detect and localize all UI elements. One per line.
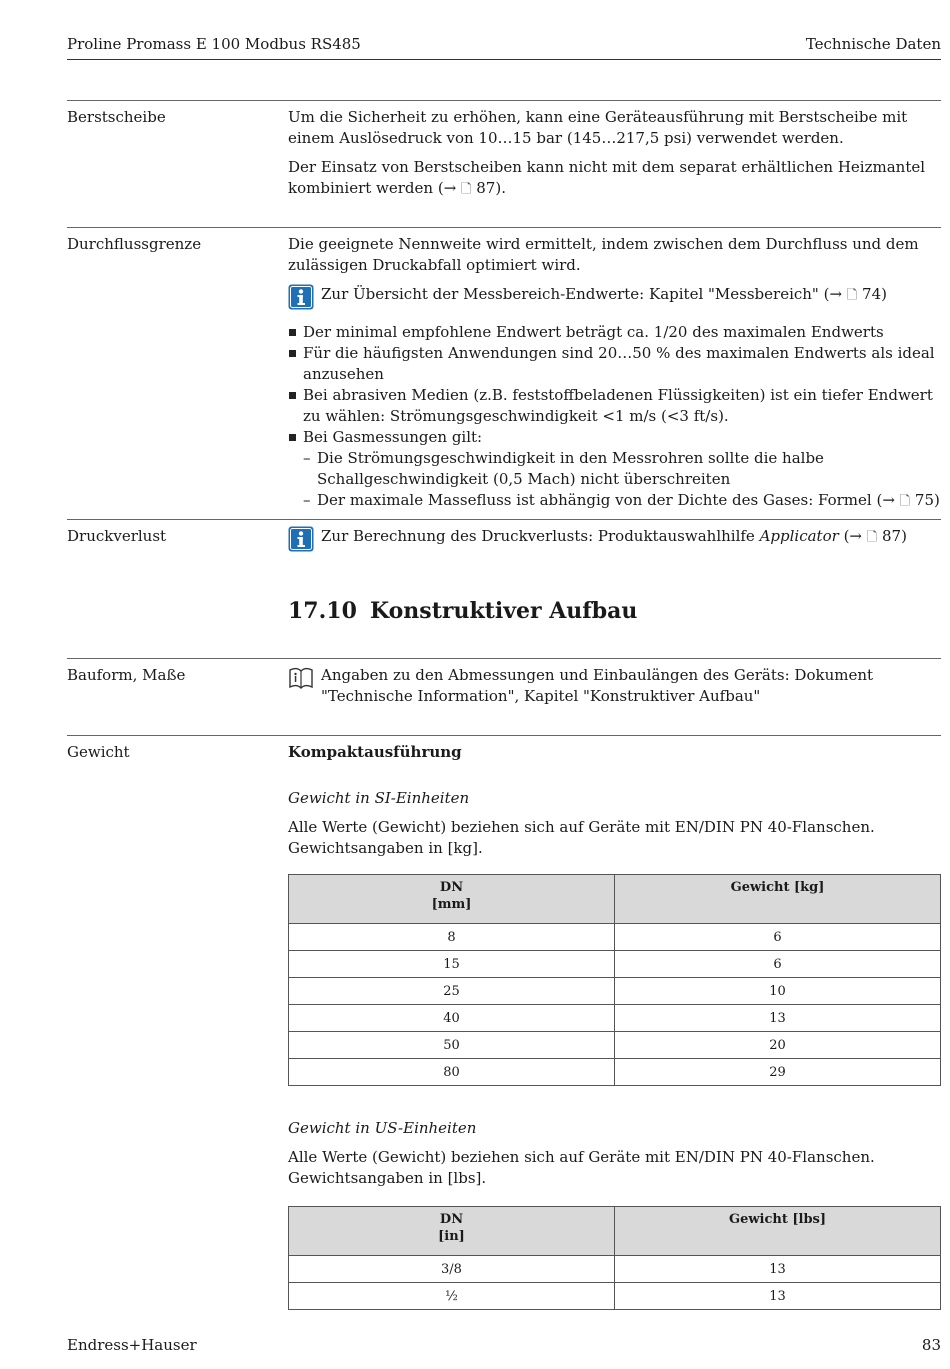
table-row: 50 20 bbox=[289, 1032, 941, 1059]
section-durchflussgrenze bbox=[67, 227, 941, 509]
section-number: 17.10 bbox=[288, 598, 357, 624]
header-product: Proline Promass E 100 Modbus RS485 bbox=[67, 35, 361, 53]
label-gewicht: Gewicht bbox=[67, 743, 130, 761]
column-header-dn: DN [mm] bbox=[289, 875, 615, 924]
page-link-74[interactable]: 74 bbox=[862, 285, 882, 303]
body-druckverlust bbox=[288, 526, 941, 552]
subheading-kompakt: Kompaktausführung bbox=[288, 743, 462, 761]
body-durchflussgrenze bbox=[288, 234, 941, 512]
page-header bbox=[67, 32, 941, 60]
body-bauform bbox=[288, 665, 941, 707]
list-item: – Die Strömungsgeschwindigkeit in den Messrohren sollte die halbe Schallgeschwindigkeit (0,5 Mach) nicht überschreiten bbox=[303, 448, 941, 490]
section-berstscheibe bbox=[67, 100, 941, 197]
info-note-messbereich: Zur Übersicht der Messbereich-Endwerte: Kapitel "Messbereich" (→ 🗋 74) bbox=[288, 284, 941, 310]
section-bauform bbox=[67, 658, 941, 705]
document-icon: 🗋 bbox=[866, 530, 878, 545]
body-berstscheibe bbox=[288, 107, 941, 208]
table-row: 25 10 bbox=[289, 978, 941, 1005]
table-row: 80 29 bbox=[289, 1059, 941, 1086]
book-icon bbox=[288, 665, 314, 691]
column-header-weight: Gewicht [kg] bbox=[615, 875, 941, 924]
section-heading bbox=[288, 596, 637, 626]
table-header-row bbox=[289, 1207, 941, 1256]
bullet-list bbox=[288, 322, 941, 512]
list-item: Bei abrasiven Medien (z.B. feststoffbeladenen Flüssigkeiten) ist ein tiefer Endwert zu wählen: Strömungsgeschwindigkeit <1 m/s (<3 ft/s). bbox=[288, 385, 941, 427]
dash-list bbox=[303, 448, 941, 512]
document-icon: 🗋 bbox=[899, 494, 911, 509]
document-icon: 🗋 bbox=[461, 182, 472, 197]
info-icon bbox=[288, 526, 314, 552]
list-item: Für die häufigsten Anwendungen sind 20…50 % des maximalen Endwerts als ideal anzusehen bbox=[288, 343, 941, 385]
section-druckverlust bbox=[67, 519, 941, 545]
page-link-87[interactable]: 87 bbox=[882, 527, 902, 545]
info-icon bbox=[288, 284, 314, 310]
table-header-row bbox=[289, 875, 941, 924]
info-note-applicator: Zur Berechnung des Druckverlusts: Produktauswahlhilfe Applicator (→ 🗋 87) bbox=[288, 526, 941, 552]
table-row: 8 6 bbox=[289, 924, 941, 951]
list-item: Bei Gasmessungen gilt: – Die Strömungsgeschwindigkeit in den Messrohren sollte die halbe Schallgeschwindigkeit (0,5 Mach) nicht überschreiten – Der maximale Massefluss ist abhängig von der Dichte des Gases: Formel (→ 🗋 75) bbox=[288, 427, 941, 512]
table-row: 40 13 bbox=[289, 1005, 941, 1032]
table-row: 3/8 13 bbox=[289, 1256, 941, 1283]
list-item: – Der maximale Massefluss ist abhängig von der Dichte des Gases: Formel (→ 🗋 75) bbox=[303, 490, 941, 512]
weight-table-si bbox=[288, 874, 941, 1086]
durchflussgrenze-p1: Die geeignete Nennweite wird ermittelt, indem zwischen dem Durchfluss und dem zulässigen Druckabfall optimiert wird. bbox=[288, 235, 919, 274]
footer-company: Endress+Hauser bbox=[67, 1336, 197, 1354]
header-chapter: Technische Daten bbox=[805, 35, 941, 53]
berstscheibe-p2: Der Einsatz von Berstscheiben kann nicht mit dem separat erhältlichen Heizmantel kombiniert werden (→ 🗋 87). bbox=[288, 158, 926, 197]
si-text: Alle Werte (Gewicht) beziehen sich auf Geräte mit EN/DIN PN 40-Flanschen. Gewichtsangaben in [kg]. bbox=[288, 818, 875, 857]
weight-table-us bbox=[288, 1206, 941, 1310]
label-druckverlust: Druckverlust bbox=[67, 527, 167, 545]
page-link-75[interactable]: 75 bbox=[914, 491, 934, 509]
column-header-dn: DN [in] bbox=[289, 1207, 615, 1256]
us-title: Gewicht in US-Einheiten bbox=[288, 1119, 477, 1137]
label-durchflussgrenze: Durchflussgrenze bbox=[67, 235, 202, 253]
book-note: Angaben zu den Abmessungen und Einbaulängen des Geräts: Dokument "Technische Information", Kapitel "Konstruktiver Aufbau" bbox=[288, 665, 941, 707]
section-gewicht bbox=[67, 735, 941, 857]
label-bauform: Bauform, Maße bbox=[67, 666, 186, 684]
column-header-weight: Gewicht [lbs] bbox=[615, 1207, 941, 1256]
page-number: 83 bbox=[921, 1336, 941, 1354]
body-gewicht bbox=[288, 742, 941, 859]
table-row: ½ 13 bbox=[289, 1283, 941, 1310]
si-title: Gewicht in SI-Einheiten bbox=[288, 789, 470, 807]
us-block bbox=[288, 1118, 941, 1189]
berstscheibe-p1: Um die Sicherheit zu erhöhen, kann eine Geräteausführung mit Berstscheibe mit einem Auslösedruck von 10…15 bar (145…217,5 psi) verwendet werden. bbox=[288, 108, 908, 147]
us-text: Alle Werte (Gewicht) beziehen sich auf Geräte mit EN/DIN PN 40-Flanschen. Gewichtsangaben in [lbs]. bbox=[288, 1148, 875, 1187]
label-berstscheibe: Berstscheibe bbox=[67, 108, 166, 126]
list-item: Der minimal empfohlene Endwert beträgt ca. 1/20 des maximalen Endwerts bbox=[288, 322, 941, 343]
table-row: 15 6 bbox=[289, 951, 941, 978]
page-link-87[interactable]: 87 bbox=[476, 179, 496, 197]
document-icon: 🗋 bbox=[846, 288, 858, 303]
section-title: Konstruktiver Aufbau bbox=[370, 598, 638, 624]
